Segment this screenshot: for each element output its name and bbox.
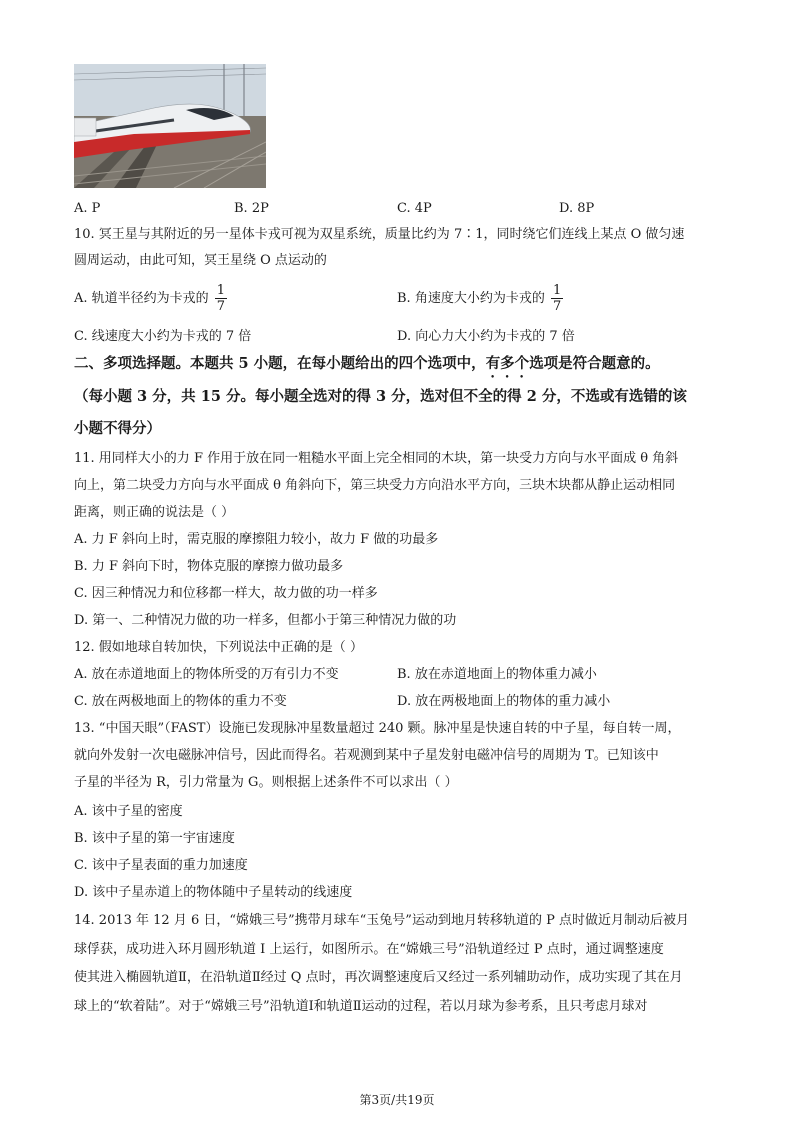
- q13-option-c: C. 该中子星表面的重力加速度: [74, 858, 248, 873]
- section2-heading-pre: 二、多项选择题。本题共 5 小题，在每小题给出的四个选项中，: [74, 355, 486, 372]
- q9-option-d: D. 8P: [559, 201, 595, 216]
- q12-option-a: A. 放在赤道地面上的物体所受的万有引力不变: [74, 667, 339, 682]
- q13-stem-line3: 子星的半径为 R，引力常量为 G。则根据上述条件不可以求出（ ）: [74, 775, 458, 790]
- section2-heading-emphasis: 有多个: [485, 355, 530, 372]
- q12-option-b: B. 放在赤道地面上的物体重力减小: [397, 667, 597, 682]
- train-photo: [74, 64, 266, 188]
- page-number-footer: 第3页/共19页: [359, 1093, 435, 1107]
- q10-stem-line1: 10. 冥王星与其附近的另一星体卡戎可视为双星系统，质量比约为 7∶1，同时绕它们连线上某点 O 做匀速: [74, 227, 685, 242]
- section2-heading-line1: [74, 355, 660, 381]
- q10-option-a-fraction: [215, 283, 227, 314]
- q11-stem-line1: 11. 用同样大小的力 F 作用于放在同一粗糙水平面上完全相同的木块，第一块受力方向与水平面成 θ 角斜: [74, 451, 679, 466]
- q12-stem: 12. 假如地球自转加快，下列说法中正确的是（ ）: [74, 640, 363, 655]
- fraction-numerator: 1: [216, 283, 226, 298]
- q10-option-b-fraction: [551, 283, 563, 314]
- q11-stem-line3: 距离，则正确的说法是（ ）: [74, 505, 235, 520]
- q13-stem-line2: 就向外发射一次电磁脉冲信号，因此而得名。若观测到某中子星发射电磁冲信号的周期为 T。已知该中: [74, 748, 659, 763]
- q10-option-b-text: B. 角速度大小约为卡戎的: [397, 291, 545, 306]
- q10-option-d: D. 向心力大小约为卡戎的 7 倍: [397, 329, 575, 344]
- q14-stem-line4: 球上的“软着陆”。对于“嫦娥三号”沿轨道Ⅰ和轨道Ⅱ运动的过程，若以月球为参考系，且只考虑月球对: [74, 999, 648, 1014]
- section2-heading-post: 选项是符合题意的。: [529, 355, 660, 372]
- q10-option-c: C. 线速度大小约为卡戎的 7 倍: [74, 329, 252, 344]
- q11-option-c: C. 因三种情况力和位移都一样大，故力做的功一样多: [74, 586, 378, 601]
- fraction-denominator: 7: [216, 299, 226, 314]
- q11-option-b: B. 力 F 斜向下时，物体克服的摩擦力做功最多: [74, 559, 344, 574]
- fraction-denominator: 7: [552, 299, 562, 314]
- q12-option-d: D. 放在两极地面上的物体的重力减小: [397, 694, 611, 709]
- q10-option-b: [397, 282, 563, 316]
- q9-option-a: A. P: [74, 201, 101, 216]
- q10-stem-line2: 圆周运动，由此可知，冥王星绕 O 点运动的: [74, 253, 327, 268]
- section2-heading-line2: （每小题 3 分，共 15 分。每小题全选对的得 3 分，选对但不全的得 2 分，不选或有选错的该: [74, 388, 687, 405]
- q12-option-c: C. 放在两极地面上的物体的重力不变: [74, 694, 287, 709]
- q11-stem-line2: 向上，第二块受力方向与水平面成 θ 角斜向下，第三块受力方向沿水平方向，三块木块都从静止运动相同: [74, 478, 676, 493]
- q13-option-a: A. 该中子星的密度: [74, 804, 183, 819]
- q11-option-a: A. 力 F 斜向上时，需克服的摩擦阻力较小，故力 F 做的功最多: [74, 532, 439, 547]
- q14-stem-line2: 球俘获，成功进入环月圆形轨道 I 上运行，如图所示。在“嫦娥三号”沿轨道经过 P 点时，通过调整速度: [74, 942, 664, 957]
- q10-option-a-text: A. 轨道半径约为卡戎的: [74, 291, 209, 306]
- q13-option-d: D. 该中子星赤道上的物体随中子星转动的线速度: [74, 885, 353, 900]
- q9-option-b: B. 2P: [234, 201, 269, 216]
- train-image: [74, 64, 266, 188]
- q14-stem-line3: 使其进入椭圆轨道Ⅱ，在沿轨道Ⅱ经过 Q 点时，再次调整速度后又经过一系列辅助动作，成功实现了其在月: [74, 970, 683, 985]
- section2-heading-line3: 小题不得分）: [74, 420, 161, 437]
- q9-option-c: C. 4P: [397, 201, 432, 216]
- fraction-numerator: 1: [552, 283, 562, 298]
- q10-option-a: [74, 282, 227, 316]
- q13-option-b: B. 该中子星的第一宇宙速度: [74, 831, 235, 846]
- q13-stem-line1: 13. “中国天眼”（FAST）设施已发现脉冲星数量超过 240 颗。脉冲星是快速自转的中子星，每自转一周，: [74, 721, 681, 736]
- q11-option-d: D. 第一、二种情况力做的功一样多，但都小于第三种情况力做的功: [74, 613, 457, 628]
- q14-stem-line1: 14. 2013 年 12 月 6 日，“嫦娥三号”携带月球车“玉兔号”运动到地月转移轨道的 P 点时做近月制动后被月: [74, 913, 689, 928]
